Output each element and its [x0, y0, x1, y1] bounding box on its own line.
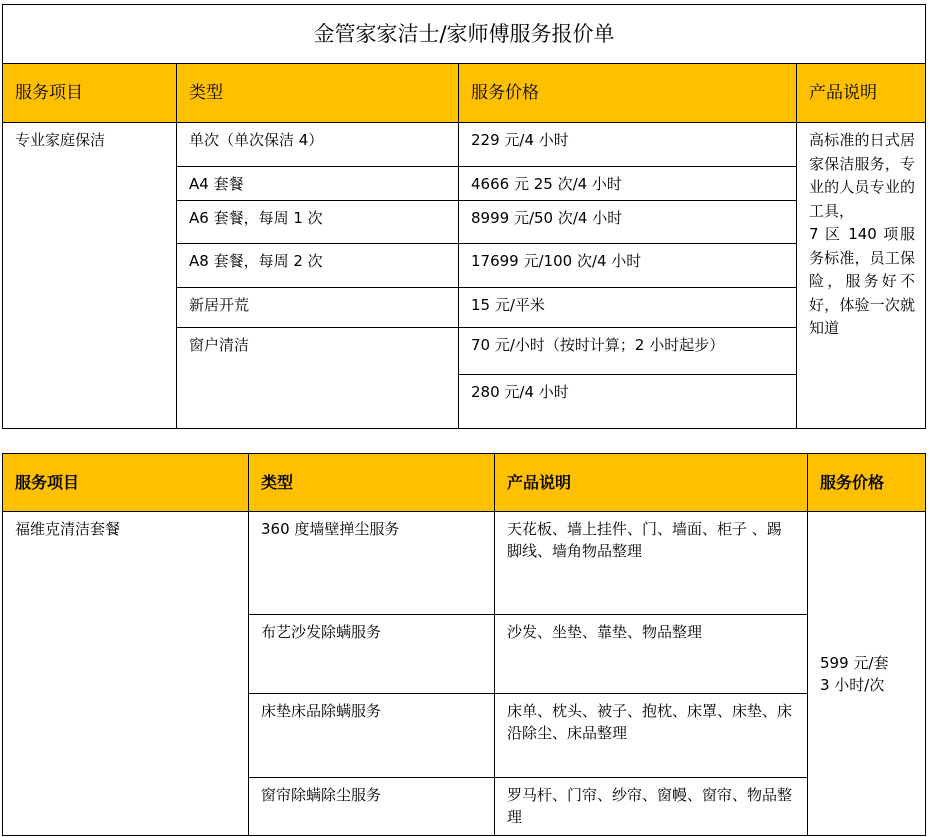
description-cell: 天花板、墙上挂件、门、墙面、柜子 、踢脚线、墙角物品整理 — [495, 512, 808, 615]
type-cell: 布艺沙发除螨服务 — [249, 615, 495, 694]
price-table-vorwerk-package — [2, 453, 926, 836]
description-cell — [797, 123, 926, 429]
header-type: 类型 — [249, 454, 495, 512]
price-cell — [808, 512, 926, 836]
description-cell: 罗马杆、门帘、纱帘、窗幔、窗帘、物品整理 — [495, 778, 808, 836]
price-cell: 15 元/平米 — [459, 288, 797, 328]
price-line: 599 元/套 — [820, 653, 889, 672]
type-cell: A8 套餐，每周 2 次 — [177, 244, 459, 288]
type-cell: 窗户清洁 — [177, 328, 459, 429]
price-cell: 4666 元 25 次/4 小时 — [459, 167, 797, 201]
header-service-item: 服务项目 — [3, 64, 177, 123]
price-cell: 229 元/4 小时 — [459, 123, 797, 167]
price-table-home-cleaning — [2, 4, 926, 429]
page-title: 金管家家洁士/家师傅服务报价单 — [3, 5, 926, 64]
price-cell: 280 元/4 小时 — [459, 375, 797, 429]
header-description: 产品说明 — [797, 64, 926, 123]
description-line: 7 区 140 项服务标准，员工保险，服务好不好，体验一次就知道 — [809, 225, 916, 337]
price-cell: 70 元/小时（按时计算；2 小时起步） — [459, 328, 797, 375]
header-service-item: 服务项目 — [3, 454, 249, 512]
description-cell: 沙发、坐垫、靠垫、物品整理 — [495, 615, 808, 694]
type-cell: A4 套餐 — [177, 167, 459, 201]
type-cell: 新居开荒 — [177, 288, 459, 328]
service-item-cell: 福维克清洁套餐 — [3, 512, 249, 836]
description-cell: 床单、枕头、被子、抱枕、床罩、床垫、床沿除尘、床品整理 — [495, 694, 808, 778]
type-cell: 360 度墙壁掸尘服务 — [249, 512, 495, 615]
price-line: 3 小时/次 — [820, 675, 885, 694]
price-cell: 17699 元/100 次/4 小时 — [459, 244, 797, 288]
header-price: 服务价格 — [459, 64, 797, 123]
type-cell: 窗帘除螨除尘服务 — [249, 778, 495, 836]
type-cell: 床垫床品除螨服务 — [249, 694, 495, 778]
description-line: 高标准的日式居家保洁服务，专业的人员专业的工具， — [809, 131, 916, 220]
type-cell: A6 套餐，每周 1 次 — [177, 201, 459, 244]
service-item-cell: 专业家庭保洁 — [3, 123, 177, 429]
price-cell: 8999 元/50 次/4 小时 — [459, 201, 797, 244]
header-type: 类型 — [177, 64, 459, 123]
type-cell: 单次（单次保洁 4） — [177, 123, 459, 167]
header-description: 产品说明 — [495, 454, 808, 512]
header-price: 服务价格 — [808, 454, 926, 512]
